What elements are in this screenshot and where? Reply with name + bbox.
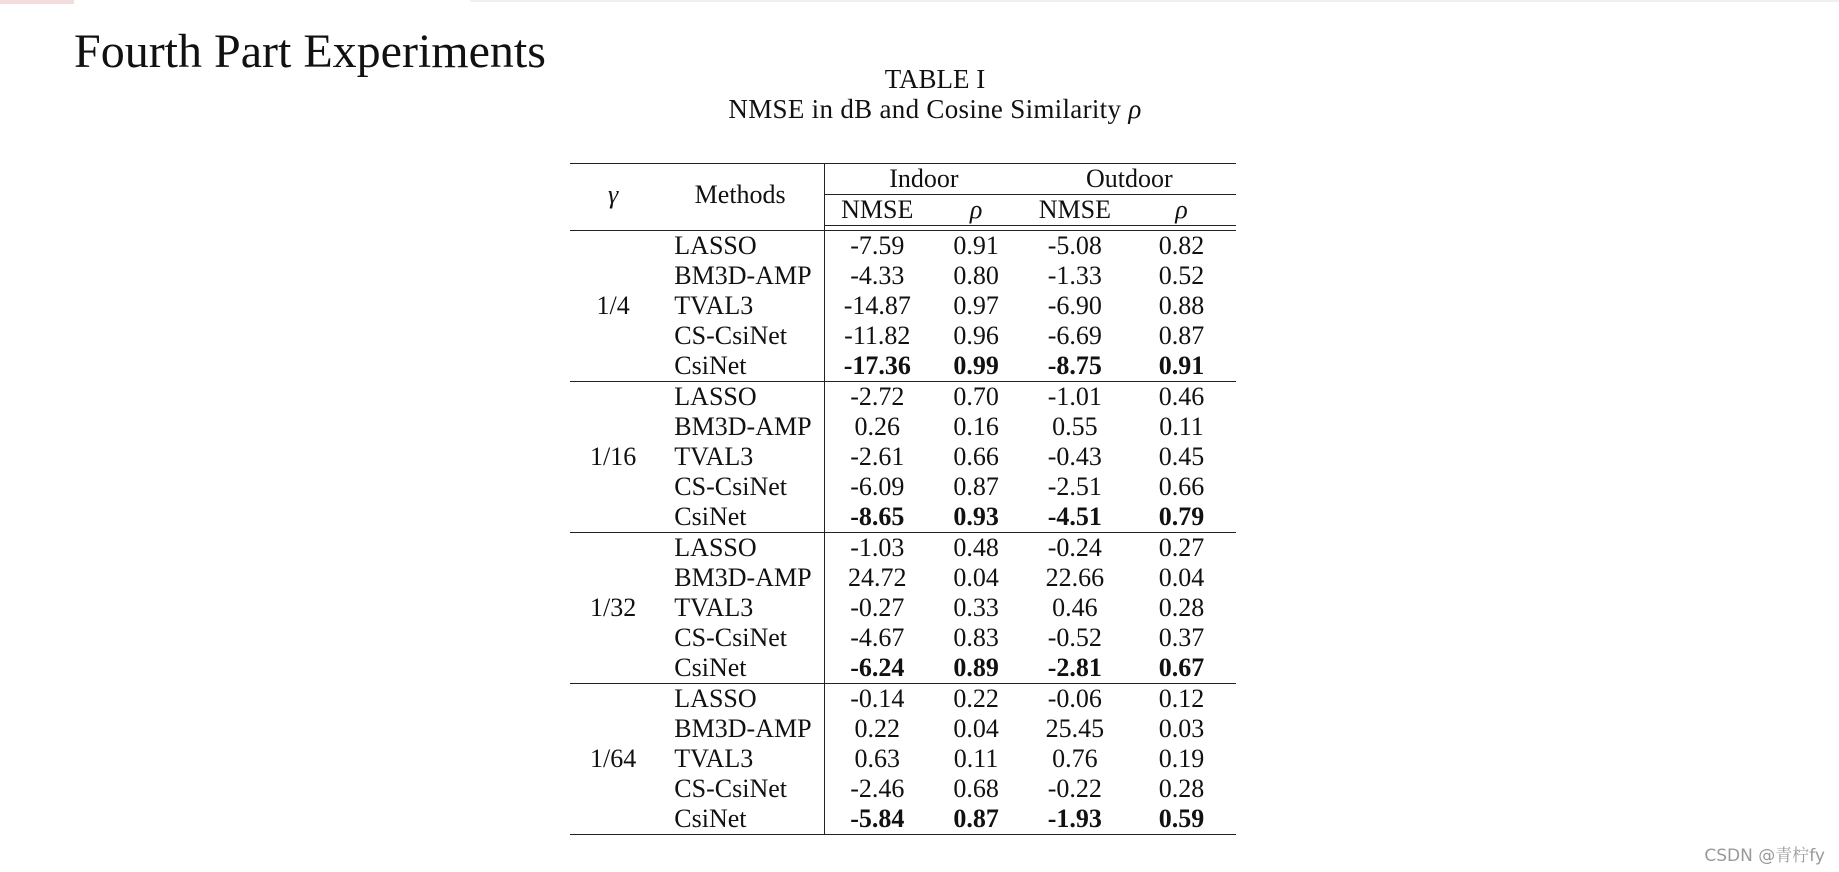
outdoor-nmse-cell: -0.24 (1047, 533, 1102, 562)
indoor-rho-cell: 0.04 (953, 563, 999, 592)
indoor-nmse-cell: 0.22 (854, 714, 901, 743)
outdoor-nmse-cell: -0.52 (1047, 623, 1102, 652)
outdoor-rho-cell: 0.27 (1158, 533, 1205, 562)
outdoor-rho-cell: 0.67 (1127, 653, 1236, 684)
outdoor-nmse-cell: -0.43 (1047, 442, 1102, 471)
indoor-rho-cell: 0.11 (953, 744, 999, 773)
method-cell: CsiNet (656, 351, 824, 382)
indoor-rho-cell: 0.80 (953, 261, 999, 290)
outdoor-rho-cell: 0.46 (1158, 382, 1205, 411)
outdoor-rho-cell: 0.28 (1158, 593, 1205, 622)
method-cell: CsiNet (656, 804, 824, 835)
table-row (570, 593, 1236, 623)
outdoor-nmse-cell: -6.69 (1047, 321, 1102, 350)
table-row (570, 351, 1236, 382)
method-cell: CS-CsiNet (656, 623, 824, 653)
indoor-rho-cell: 0.89 (929, 653, 1022, 684)
outdoor-rho-cell: 0.45 (1158, 442, 1205, 471)
table-row (570, 684, 1236, 715)
indoor-nmse-cell: 0.63 (854, 744, 901, 773)
indoor-rho-cell: 0.16 (953, 412, 999, 441)
indoor-nmse-cell: -4.33 (850, 261, 905, 290)
table-row (570, 774, 1236, 804)
indoor-rho-cell: 0.96 (953, 321, 999, 350)
outdoor-rho-cell: 0.12 (1158, 684, 1205, 713)
table-title (570, 94, 1300, 124)
indoor-rho-cell: 0.99 (929, 351, 1022, 382)
outdoor-rho-cell: 0.11 (1159, 412, 1204, 441)
outdoor-nmse-cell: 25.45 (1045, 714, 1105, 743)
indoor-nmse-cell: -5.84 (825, 804, 930, 835)
outdoor-rho-cell: 0.19 (1158, 744, 1205, 773)
indoor-nmse-cell: 0.26 (854, 412, 901, 441)
table-row (570, 533, 1236, 564)
outdoor-rho-cell: 0.52 (1158, 261, 1205, 290)
outdoor-nmse-cell: -1.93 (1023, 804, 1127, 835)
method-cell: CS-CsiNet (656, 321, 824, 351)
header-methods: Methods (656, 164, 824, 226)
header-indoor-nmse: NMSE (825, 195, 930, 226)
table-row (570, 472, 1236, 502)
indoor-rho-cell: 0.66 (953, 442, 999, 471)
table-row (570, 563, 1236, 593)
gamma-value: 1/16 (570, 382, 656, 533)
indoor-rho-cell: 0.87 (953, 472, 999, 501)
method-cell: BM3D-AMP (656, 261, 824, 291)
table-header (570, 164, 1236, 231)
outdoor-nmse-cell: -8.75 (1023, 351, 1127, 382)
indoor-rho-cell: 0.87 (929, 804, 1022, 835)
indoor-nmse-cell: -6.09 (850, 472, 905, 501)
rho-symbol: ρ (1128, 94, 1142, 124)
method-cell: TVAL3 (656, 744, 824, 774)
method-cell: CS-CsiNet (656, 472, 824, 502)
table-row (570, 653, 1236, 684)
header-gamma (570, 164, 656, 226)
indoor-rho-cell: 0.22 (953, 684, 999, 713)
outdoor-nmse-cell: 0.55 (1052, 412, 1098, 441)
table-title-text: NMSE in dB and Cosine Similarity (728, 94, 1129, 124)
indoor-nmse-cell: -0.27 (850, 593, 905, 622)
outdoor-nmse-cell: -4.51 (1023, 502, 1127, 533)
indoor-nmse-cell: -2.46 (850, 774, 905, 803)
table-row (570, 804, 1236, 835)
outdoor-rho-cell: 0.79 (1127, 502, 1236, 533)
top-divider (470, 0, 1839, 2)
results-table (570, 163, 1236, 835)
header-outdoor-rho: ρ (1127, 195, 1236, 226)
method-cell: TVAL3 (656, 291, 824, 321)
table-row (570, 744, 1236, 774)
outdoor-nmse-cell: 0.76 (1052, 744, 1098, 773)
method-cell: LASSO (656, 684, 824, 715)
indoor-nmse-cell: -8.65 (825, 502, 930, 533)
outdoor-nmse-cell: 22.66 (1045, 563, 1105, 592)
outdoor-rho-cell: 0.59 (1127, 804, 1236, 835)
indoor-rho-cell: 0.83 (953, 623, 999, 652)
method-cell: CsiNet (656, 502, 824, 533)
outdoor-rho-cell: 0.82 (1158, 231, 1205, 260)
indoor-nmse-cell: -0.14 (850, 684, 905, 713)
indoor-rho-cell: 0.93 (929, 502, 1022, 533)
outdoor-nmse-cell: -1.33 (1047, 261, 1102, 290)
outdoor-nmse-cell: -6.90 (1047, 291, 1102, 320)
table-row (570, 714, 1236, 744)
gamma-value: 1/32 (570, 533, 656, 684)
outdoor-rho-cell: 0.88 (1158, 291, 1205, 320)
method-cell: TVAL3 (656, 593, 824, 623)
indoor-nmse-cell: -11.82 (844, 321, 911, 350)
table-row (570, 623, 1236, 653)
outdoor-nmse-cell: 0.46 (1052, 593, 1098, 622)
outdoor-rho-cell: 0.03 (1158, 714, 1205, 743)
indoor-rho-cell: 0.48 (953, 533, 999, 562)
method-cell: LASSO (656, 231, 824, 262)
table-caption (570, 64, 1300, 124)
header-outdoor: Outdoor (1023, 164, 1236, 195)
gamma-value: 1/64 (570, 684, 656, 835)
header-row-1 (570, 164, 1236, 195)
indoor-nmse-cell: 24.72 (848, 563, 907, 592)
outdoor-nmse-cell: -0.06 (1047, 684, 1102, 713)
table-row (570, 321, 1236, 351)
table-row (570, 442, 1236, 472)
gamma-value: 1/4 (570, 231, 656, 382)
outdoor-nmse-cell: -5.08 (1047, 231, 1102, 260)
indoor-rho-cell: 0.68 (953, 774, 999, 803)
method-cell: BM3D-AMP (656, 714, 824, 744)
indoor-nmse-cell: -6.24 (825, 653, 930, 684)
outdoor-rho-cell: 0.91 (1127, 351, 1236, 382)
indoor-rho-cell: 0.70 (953, 382, 999, 411)
method-cell: BM3D-AMP (656, 412, 824, 442)
indoor-nmse-cell: -7.59 (850, 231, 905, 260)
outdoor-rho-cell: 0.87 (1158, 321, 1205, 350)
header-indoor: Indoor (825, 164, 1023, 195)
method-cell: TVAL3 (656, 442, 824, 472)
table-row (570, 382, 1236, 413)
indoor-nmse-cell: -2.61 (850, 442, 905, 471)
outdoor-nmse-cell: -2.51 (1047, 472, 1102, 501)
indoor-nmse-cell: -2.72 (850, 382, 905, 411)
table-row (570, 261, 1236, 291)
method-cell: LASSO (656, 382, 824, 413)
header-outdoor-nmse: NMSE (1023, 195, 1127, 226)
outdoor-rho-cell: 0.04 (1158, 563, 1205, 592)
header-indoor-rho: ρ (929, 195, 1022, 226)
indoor-nmse-cell: -1.03 (850, 533, 905, 562)
outdoor-rho-cell: 0.37 (1158, 623, 1205, 652)
table-body (570, 231, 1236, 835)
method-cell: BM3D-AMP (656, 563, 824, 593)
outdoor-rho-cell: 0.28 (1158, 774, 1205, 803)
indoor-rho-cell: 0.33 (953, 593, 999, 622)
table-row (570, 502, 1236, 533)
outdoor-rho-cell: 0.66 (1158, 472, 1205, 501)
indoor-rho-cell: 0.97 (953, 291, 999, 320)
watermark: CSDN @青柠fy (1704, 846, 1825, 866)
table-row (570, 291, 1236, 321)
method-cell: LASSO (656, 533, 824, 564)
gamma-symbol: γ (608, 179, 619, 209)
method-cell: CS-CsiNet (656, 774, 824, 804)
indoor-nmse-cell: -14.87 (843, 291, 911, 320)
indoor-nmse-cell: -4.67 (850, 623, 905, 652)
table-number: TABLE I (884, 64, 986, 94)
method-cell: CsiNet (656, 653, 824, 684)
outdoor-nmse-cell: -2.81 (1023, 653, 1127, 684)
table-row (570, 231, 1236, 262)
indoor-nmse-cell: -17.36 (825, 351, 930, 382)
corner-mark (0, 0, 74, 4)
indoor-rho-cell: 0.91 (953, 231, 999, 260)
outdoor-nmse-cell: -0.22 (1047, 774, 1102, 803)
table-row (570, 412, 1236, 442)
outdoor-nmse-cell: -1.01 (1047, 382, 1102, 411)
slide-title: Fourth Part Experiments (74, 25, 546, 78)
indoor-rho-cell: 0.04 (953, 714, 999, 743)
